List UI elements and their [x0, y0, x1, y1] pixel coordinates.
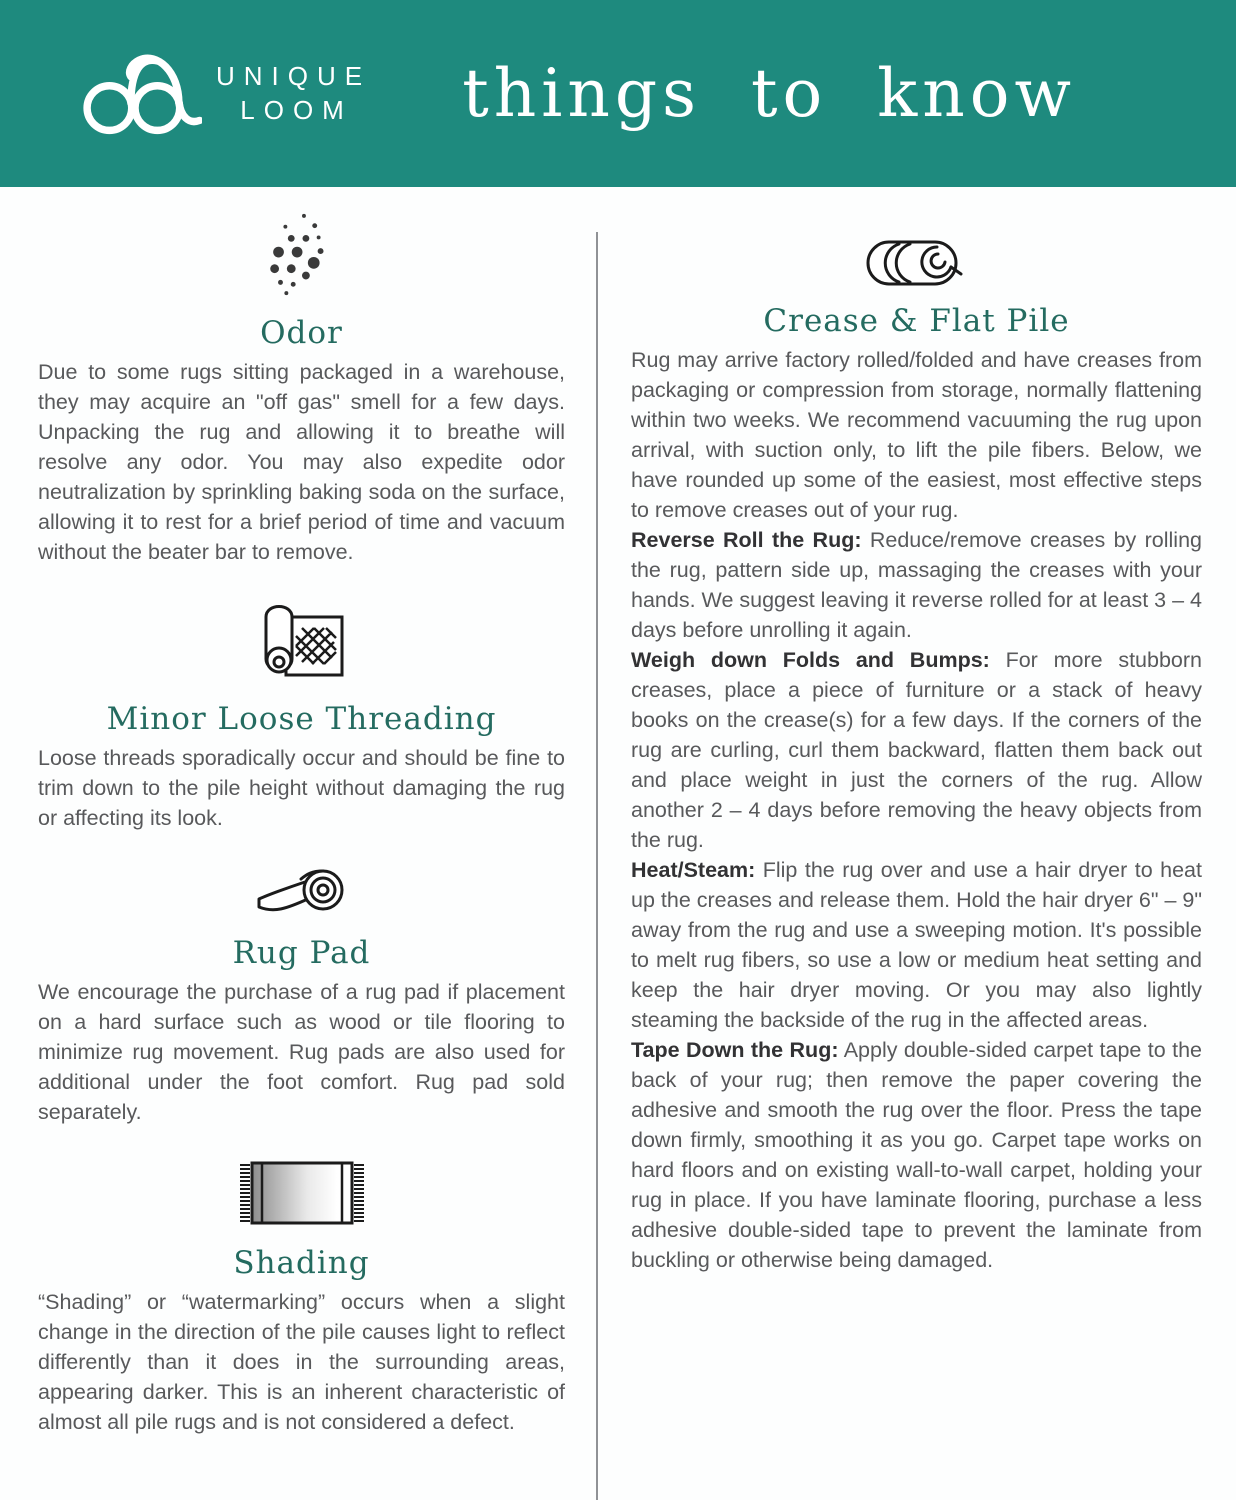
section-odor	[38, 187, 565, 567]
unique-loom-logo	[78, 46, 371, 142]
brand-line2: LOOM	[240, 94, 353, 125]
rug-pad-icon-wrap	[38, 859, 565, 923]
right-column	[598, 187, 1236, 1500]
crease-intro: Rug may arrive factory rolled/folded and have creases from packaging or compression from storage, normally flattening within two weeks. We recommend vacuuming the rug upon arrival, with suction only, to lift the pile fibers. Below, we have rounded up some of the easiest, most effective steps to remove creases out of your rug.	[631, 348, 1202, 522]
tip-tape-down	[631, 1035, 1202, 1275]
rug-pad-roll-icon	[252, 863, 352, 919]
tip-reverse-roll	[631, 525, 1202, 645]
fringed-rug-gradient-icon	[236, 1157, 368, 1229]
tip-heat-steam-text: Flip the rug over and use a hair dryer to heat up the creases and release them. Hold the hair dryer 6" – 9" away from the rug and use a sweeping motion. It's possible to melt rug fibers, so use a low or medium heat setting and keep the hair dryer moving. Or you may also lightly steaming the backside of the rug in the affected areas.	[631, 858, 1202, 1032]
section-heading-odor: Odor	[260, 315, 343, 351]
section-body-shading: “Shading” or “watermarking” occurs when a slight change in the direction of the pile causes light to reflect differently than it does in the surrounding areas, appearing darker. This is an inherent characteristic of almost all pile rugs and is not considered a defect.	[38, 1290, 565, 1434]
odor-dots-icon	[267, 211, 337, 299]
rolled-rug-spiral-icon	[861, 237, 973, 287]
tip-heat-steam-label: Heat/Steam:	[631, 858, 756, 882]
content-area	[0, 187, 1236, 1500]
tip-weigh-down	[631, 645, 1202, 855]
left-column	[0, 187, 596, 1500]
tip-reverse-roll-text: Reduce/remove creases by rolling the rug, pattern side up, massaging the creases with your hands. We suggest leaving it reverse rolled for at least 3 – 4 days before unrolling it again.	[631, 528, 1202, 642]
section-shading	[38, 1153, 565, 1437]
section-heading-threading: Minor Loose Threading	[106, 701, 497, 737]
brand-line1: UNIQUE	[216, 60, 372, 91]
threading-icon-wrap	[38, 593, 565, 689]
crease-icon-wrap	[631, 187, 1202, 291]
unique-loom-logo-icon	[78, 46, 202, 142]
tip-reverse-roll-label: Reverse Roll the Rug:	[631, 528, 862, 552]
header-band	[0, 0, 1236, 187]
rolled-rug-crosshatch-icon	[256, 597, 348, 685]
section-rug-pad	[38, 859, 565, 1127]
tip-tape-down-text: Apply double-sided carpet tape to the back of your rug; then remove the paper covering the adhesive and smooth the rug over the floor. Press the tape down firmly, smoothing it as you go. Carpet tape works on hard floors and on existing wall-to-wall carpet, holding your rug in place. If you have laminate flooring, purchase a less adhesive double-sided tape to prevent the laminate from buckling or otherwise being damaged.	[631, 1038, 1202, 1272]
tip-weigh-down-label: Weigh down Folds and Bumps:	[631, 648, 990, 672]
section-heading-shading: Shading	[233, 1245, 370, 1281]
section-body-threading: Loose threads sporadically occur and should be fine to trim down to the pile height without damaging the rug or affecting its look.	[38, 746, 565, 830]
section-heading-rug-pad: Rug Pad	[232, 935, 371, 971]
odor-icon-wrap	[38, 187, 565, 303]
tip-tape-down-label: Tape Down the Rug:	[631, 1038, 839, 1062]
tip-heat-steam	[631, 855, 1202, 1035]
tip-weigh-down-text: For more stubborn creases, place a piece of furniture or a stack of heavy books on the crease(s) for a few days. If the corners of the rug are curling, curl them backward, flatten them back out and place weight in just the corners of the rug. Allow another 2 – 4 days before removing the heavy objects from the rug.	[631, 648, 1202, 852]
section-loose-threading	[38, 593, 565, 833]
section-heading-crease: Crease & Flat Pile	[763, 303, 1070, 339]
section-body-rug-pad: We encourage the purchase of a rug pad if placement on a hard surface such as wood or tile flooring to minimize rug movement. Rug pads are also used for additional under the foot comfort. Rug pad sold separately.	[38, 980, 565, 1124]
section-body-odor: Due to some rugs sitting packaged in a warehouse, they may acquire an "off gas" smell for a few days. Unpacking the rug and allowing it to breathe will resolve any odor. You may also expedite odor neutralization by sprinkling baking soda on the surface, allowing it to rest for a brief period of time and vacuum without the beater bar to remove.	[38, 360, 565, 564]
brand-wordmark	[216, 60, 371, 128]
page-title: things to know	[462, 55, 1076, 132]
shading-icon-wrap	[38, 1153, 565, 1233]
